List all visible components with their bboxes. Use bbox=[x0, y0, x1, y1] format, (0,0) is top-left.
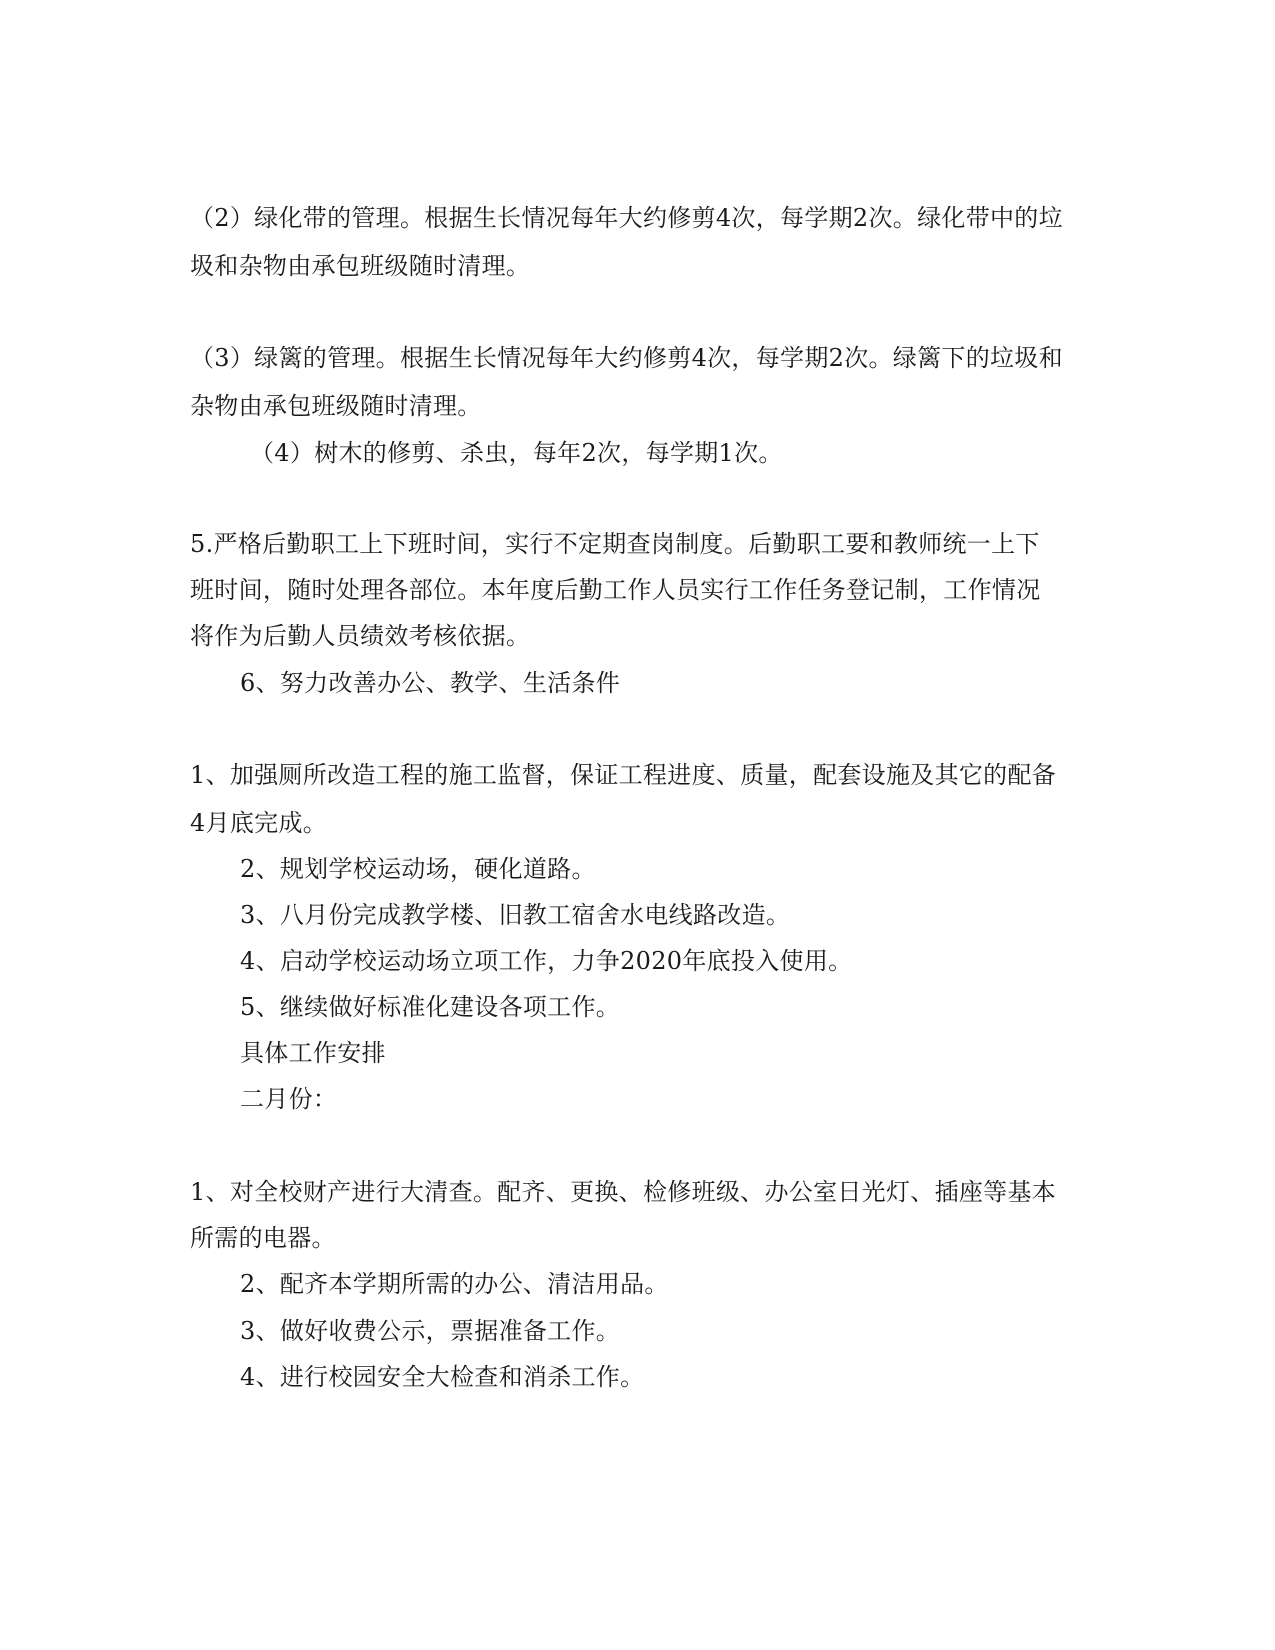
section-heading: 6、努力改善办公、教学、生活条件 bbox=[240, 669, 621, 697]
paragraph-line: （2）绿化带的管理。根据生长情况每年大约修剪4次，每学期2次。绿化带中的垃 bbox=[190, 204, 1063, 232]
month-heading: 二月份： bbox=[240, 1085, 338, 1113]
list-item: 4、启动学校运动场立项工作，力争2020年底投入使用。 bbox=[240, 947, 853, 975]
list-item: 3、八月份完成教学楼、旧教工宿舍水电线路改造。 bbox=[240, 901, 791, 929]
paragraph-line: 杂物由承包班级随时清理。 bbox=[190, 392, 482, 420]
section-heading: 具体工作安排 bbox=[240, 1039, 386, 1067]
list-item: 3、做好收费公示，票据准备工作。 bbox=[240, 1317, 621, 1345]
paragraph-line: 1、对全校财产进行大清查。配齐、更换、检修班级、办公室日光灯、插座等基本 bbox=[190, 1178, 1057, 1206]
paragraph-line: （4）树木的修剪、杀虫，每年2次，每学期1次。 bbox=[250, 439, 783, 467]
list-item: 4、进行校园安全大检查和消杀工作。 bbox=[240, 1363, 645, 1391]
paragraph-line: 将作为后勤人员绩效考核依据。 bbox=[190, 622, 531, 650]
paragraph-line: 5.严格后勤职工上下班时间，实行不定期查岗制度。后勤职工要和教师统一上下 bbox=[190, 530, 1040, 558]
paragraph-line: 1、加强厕所改造工程的施工监督，保证工程进度、质量，配套设施及其它的配备 bbox=[190, 761, 1057, 789]
paragraph-line: 4月底完成。 bbox=[190, 809, 328, 837]
list-item: 2、配齐本学期所需的办公、清洁用品。 bbox=[240, 1270, 669, 1298]
list-item: 5、继续做好标准化建设各项工作。 bbox=[240, 993, 621, 1021]
paragraph-line: 班时间，随时处理各部位。本年度后勤工作人员实行工作任务登记制，工作情况 bbox=[190, 576, 1041, 604]
paragraph-line: （3）绿篱的管理。根据生长情况每年大约修剪4次，每学期2次。绿篱下的垃圾和 bbox=[190, 344, 1063, 372]
paragraph-line: 所需的电器。 bbox=[190, 1224, 336, 1252]
paragraph-line: 圾和杂物由承包班级随时清理。 bbox=[190, 252, 531, 280]
list-item: 2、规划学校运动场，硬化道路。 bbox=[240, 855, 596, 883]
